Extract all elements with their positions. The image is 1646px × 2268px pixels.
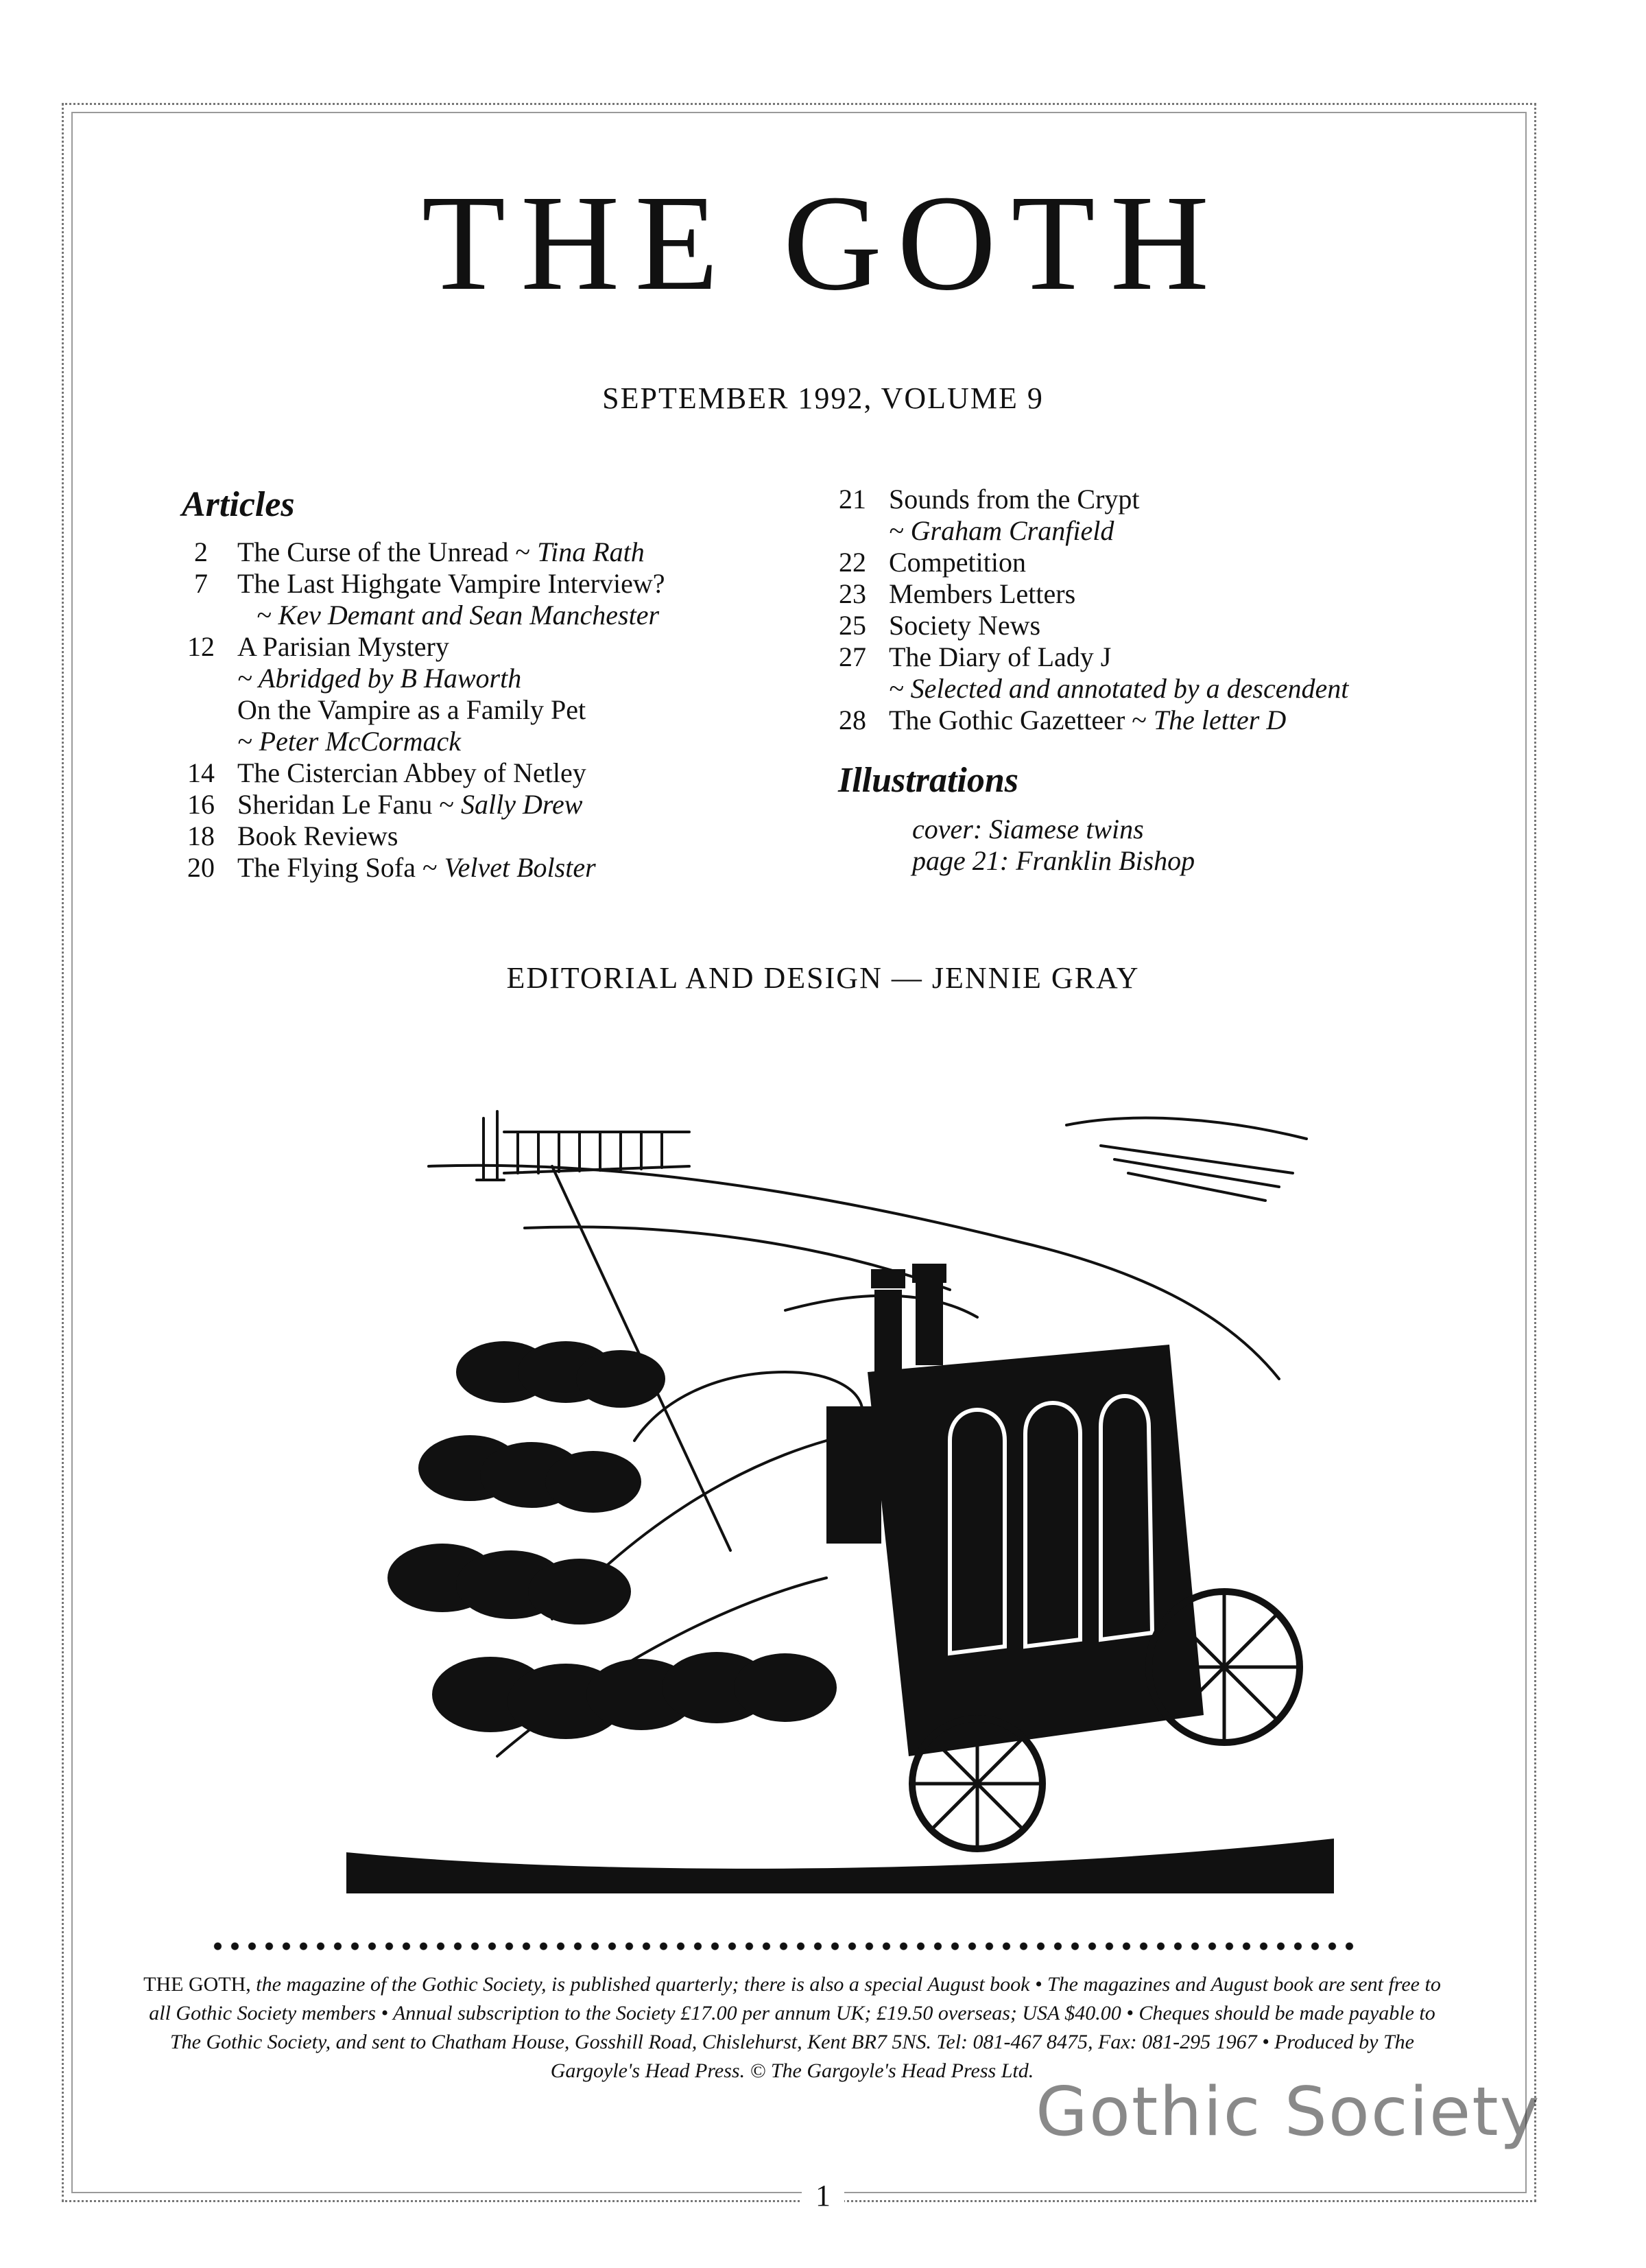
illustration-credit: page 21: Franklin Bishop <box>912 845 1195 876</box>
toc-author: Velvet Bolster <box>444 852 596 883</box>
toc-entry-author <box>816 515 1502 547</box>
toc-page-number: 7 <box>194 568 208 599</box>
toc-page-number: 18 <box>187 820 215 851</box>
toc-entry <box>165 789 850 820</box>
toc-title: The Gothic Gazetteer ~ <box>889 705 1154 735</box>
toc-author: ~ Abridged by B Haworth <box>237 663 522 694</box>
toc-author: Tina Rath <box>537 536 645 567</box>
dotted-divider <box>209 1939 1358 1953</box>
colophon-lead: THE GOTH, <box>143 1973 251 1996</box>
toc-page-number: 2 <box>194 536 208 567</box>
watermark: Gothic Society <box>1036 2073 1541 2151</box>
toc-page-number: 27 <box>839 641 866 672</box>
toc-entry <box>816 610 1502 641</box>
toc-entry-author <box>165 726 850 757</box>
colophon <box>134 1970 1451 2086</box>
articles-heading: Articles <box>182 485 295 524</box>
toc-title: The Diary of Lady J <box>889 641 1112 672</box>
toc-entry <box>165 568 850 600</box>
toc-title: The Cistercian Abbey of Netley <box>237 757 586 788</box>
toc-author: ~ Kev Demant and Sean Manchester <box>257 600 660 630</box>
toc-entry <box>165 852 850 884</box>
toc-title: The Last Highgate Vampire Interview? <box>237 568 665 599</box>
toc-author: Sally Drew <box>461 789 583 820</box>
articles-list-right <box>816 484 1502 736</box>
toc-title: A Parisian Mystery <box>237 631 449 662</box>
toc-page-number: 16 <box>187 789 215 820</box>
articles-list-left <box>165 536 850 884</box>
hearse-engraving-illustration <box>346 1084 1334 1893</box>
toc-title: Book Reviews <box>237 820 398 851</box>
toc-entry-author <box>816 673 1502 705</box>
issue-date: SEPTEMBER 1992, VOLUME 9 <box>602 381 1044 415</box>
toc-title: The Curse of the Unread ~ <box>237 536 538 567</box>
toc-page-number: 23 <box>839 578 866 609</box>
colophon-text: the magazine of the Gothic Society, is published quarterly; there is also a special August book • The magazines and August book are sent free to all Gothic Society members • Annual subscription to the Society £17.00 per annum UK; £19.50 overseas; USA $40.00 • Cheques should be made payable to The Gothic Society, and sent to Chatham House, Gosshill Road, Chislehurst, Kent BR7 5NS. Tel: 081-467 8475, Fax: 081-295 1967 • Produced by The Gargoyle's Head Press. © The Gargoyle's Head Press Ltd. <box>149 1973 1441 2082</box>
toc-author: ~ Selected and annotated by a descendent <box>889 673 1349 704</box>
toc-entry <box>165 757 850 789</box>
toc-title: Sounds from the Crypt <box>889 484 1140 515</box>
toc-page-number: 22 <box>839 547 866 578</box>
toc-page-number: 14 <box>187 757 215 788</box>
toc-page-number: 28 <box>839 705 866 735</box>
toc-entry <box>816 484 1502 515</box>
illustrations-heading: Illustrations <box>838 761 1019 800</box>
toc-page-number: 12 <box>187 631 215 662</box>
toc-title: Sheridan Le Fanu ~ <box>237 789 462 820</box>
toc-title: The Flying Sofa ~ <box>237 852 444 883</box>
toc-author: The letter D <box>1153 705 1287 735</box>
page-number: 1 <box>802 2179 844 2212</box>
masthead-title: THE GOTH <box>421 167 1225 319</box>
toc-title: Society News <box>889 610 1041 641</box>
toc-author: ~ Peter McCormack <box>237 726 461 757</box>
toc-entry <box>816 578 1502 610</box>
illustration-credit: cover: Siamese twins <box>912 814 1144 844</box>
toc-title: Members Letters <box>889 578 1076 609</box>
toc-author: ~ Graham Cranfield <box>889 515 1114 546</box>
toc-page-number <box>165 694 237 726</box>
toc-entry <box>816 547 1502 578</box>
toc-entry-author <box>165 600 850 631</box>
toc-page-number: 25 <box>839 610 866 641</box>
editorial-credit: EDITORIAL AND DESIGN — JENNIE GRAY <box>506 961 1140 995</box>
toc-entry <box>165 694 850 726</box>
toc-page-number: 20 <box>187 852 215 883</box>
toc-entry <box>165 820 850 852</box>
toc-entry <box>816 705 1502 736</box>
toc-entry <box>816 641 1502 673</box>
toc-title: On the Vampire as a Family Pet <box>237 694 586 725</box>
toc-page-number: 21 <box>839 484 866 515</box>
toc-title: Competition <box>889 547 1026 578</box>
toc-entry-author <box>165 663 850 694</box>
toc-entry <box>165 536 850 568</box>
illustrations-list <box>912 814 1461 877</box>
page-number-wrap <box>0 2178 1646 2213</box>
toc-entry <box>165 631 850 663</box>
